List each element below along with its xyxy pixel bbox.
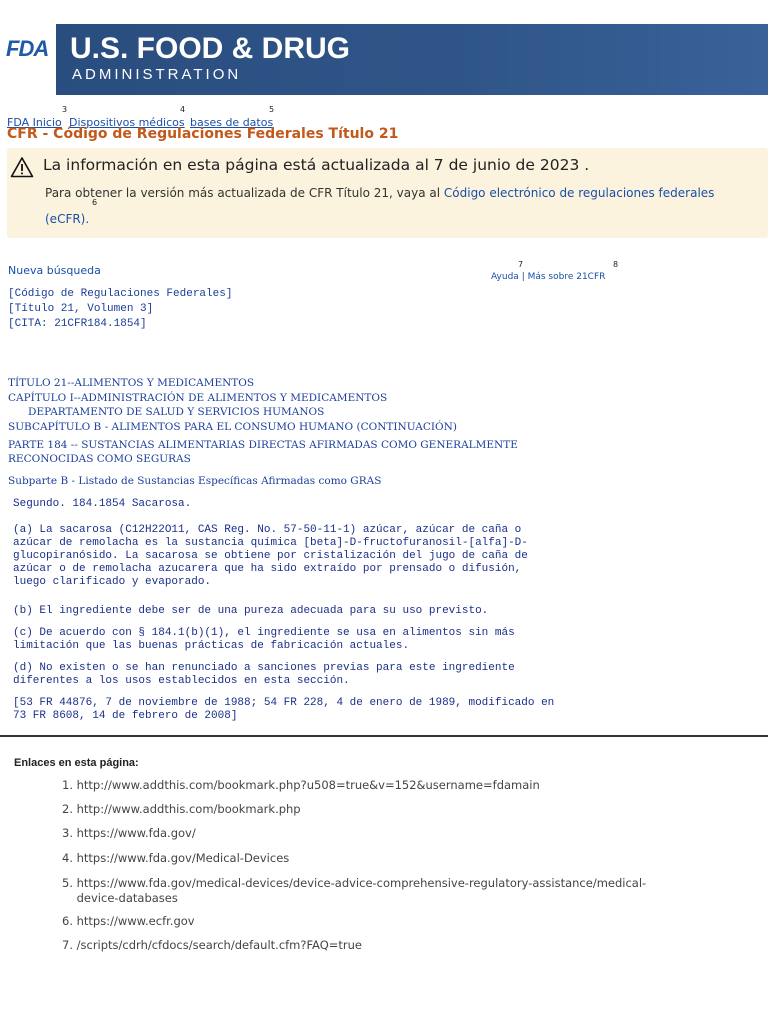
citation-code: [Código de Regulaciones Federales] (8, 288, 233, 300)
part-heading: PARTE 184 -- SUSTANCIAS ALIMENTARIAS DIRECTAS AFIRMADAS COMO GENERALMENTE RECONOCIDAS COMO SEGURAS (8, 439, 518, 465)
alert-body-text: Para obtener la versión más actualizada de CFR Título 21, vaya al (45, 186, 441, 200)
section-divider (0, 735, 768, 737)
paragraph-b: (b) El ingrediente debe ser de una pureza adecuada para su uso previsto. (13, 605, 489, 617)
list-item[interactable]: 2. http://www.addthis.com/bookmark.php (62, 802, 301, 816)
fda-logo[interactable]: FDA (6, 36, 49, 61)
citation-title: [Título 21, Volumen 3] (8, 303, 154, 315)
subchapter-heading: SUBCAPÍTULO B - ALIMENTOS PARA EL CONSUMO HUMANO (CONTINUACIÓN) (8, 421, 457, 433)
list-item[interactable]: 7. /scripts/cdrh/cfdocs/search/default.cfm?FAQ=true (62, 938, 363, 952)
list-item[interactable]: 5. https://www.fda.gov/medical-devices/device-advice-comprehensive-regulatory-assistance/medical- device-databases (62, 876, 647, 905)
agency-title[interactable]: U.S. FOOD & DRUG (70, 32, 351, 65)
ecfr-link-label: Código electrónico de regulaciones federales (443, 186, 715, 200)
title-heading: TÍTULO 21--ALIMENTOS Y MEDICAMENTOS (8, 377, 255, 389)
new-search-link[interactable]: Nueva búsqueda (8, 264, 101, 277)
ref-number: 5 (269, 105, 275, 114)
ecfr-link[interactable] (444, 186, 715, 200)
list-item[interactable]: 1. http://www.addthis.com/bookmark.php?u508=true&v=152&username=fdamain (62, 778, 540, 792)
citation-cite: [CITA: 21CFR184.1854] (8, 318, 147, 330)
list-item[interactable]: 4. https://www.fda.gov/Medical-Devices (62, 851, 290, 865)
help-link[interactable]: Ayuda (491, 272, 519, 282)
breadcrumb-medical-devices[interactable]: Dispositivos médicos (69, 116, 185, 129)
department-heading: DEPARTAMENTO DE SALUD Y SERVICIOS HUMANOS (8, 406, 325, 418)
more-about-21cfr-link[interactable]: | Más sobre 21CFR (521, 272, 606, 282)
alert-body (45, 180, 745, 232)
ref-number: 3 (62, 105, 68, 114)
page-title: CFR - Código de Regulaciones Federales Título 21 (7, 126, 399, 142)
ref-number: 6 (92, 198, 98, 207)
alert-heading: La información en esta página está actualizada al 7 de junio de 2023 . (43, 156, 590, 174)
paragraph-d: (d) No existen o se han renunciado a sanciones previas para este ingrediente diferentes a los usos establecidos en esta sección. (13, 662, 515, 687)
list-item[interactable]: 3. https://www.fda.gov/ (62, 826, 196, 840)
warning-icon (10, 156, 34, 178)
breadcrumb-fda-home[interactable]: FDA Inicio (7, 116, 62, 129)
agency-subtitle: ADMINISTRATION (72, 66, 242, 83)
ref-number: 7 (518, 260, 524, 269)
ref-number: 4 (180, 105, 186, 114)
source-note: [53 FR 44876, 7 de noviembre de 1988; 54 FR 228, 4 de enero de 1989, modificado en 73 FR 8608, 14 de febrero de 2008] (13, 697, 555, 722)
breadcrumb-databases[interactable]: bases de datos (190, 116, 274, 129)
paragraph-a: (a) La sacarosa (C12H22O11, CAS Reg. No. 57-50-11-1) azúcar, azúcar de caña o azúcar de remolacha es la sustancia química [beta]-D-fructofuranosil-[alfa]-D- glucopiranósido. La sacarosa se obtiene por cristalización del jugo de caña de azúcar o de remolacha azucarera que ha sido extraído por prensado o difusión, luego clarificado y evaporado. (13, 524, 528, 588)
subpart-heading: Subparte B - Listado de Sustancias Específicas Afirmadas como GRAS (8, 475, 382, 487)
links-heading: Enlaces en esta página: (14, 757, 139, 769)
paragraph-c: (c) De acuerdo con § 184.1(b)(1), el ingrediente se usa en alimentos sin más limitación que las buenas prácticas de fabricación actuales. (13, 627, 515, 652)
section-title: Segundo. 184.1854 Sacarosa. (13, 498, 192, 510)
ecfr-link-suffix[interactable]: (eCFR). (45, 212, 90, 226)
chapter-heading: CAPÍTULO I--ADMINISTRACIÓN DE ALIMENTOS Y MEDICAMENTOS (8, 392, 388, 404)
list-item[interactable]: 6. https://www.ecfr.gov (62, 914, 195, 928)
help-links (491, 272, 605, 282)
ref-number: 8 (613, 260, 619, 269)
